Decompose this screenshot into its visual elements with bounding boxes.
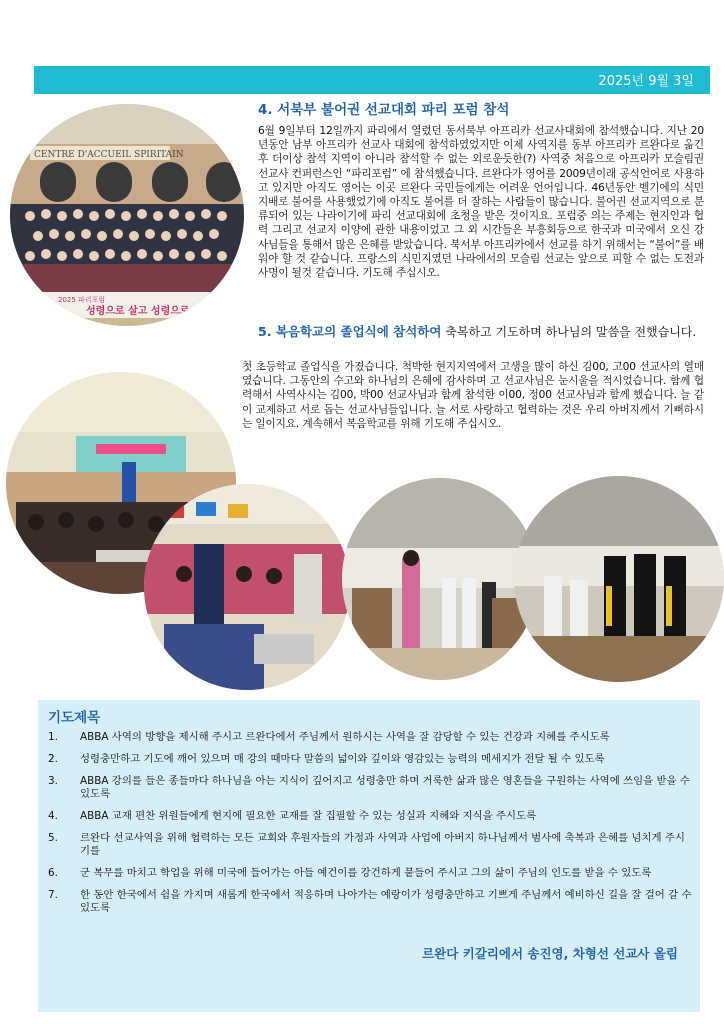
prayer-item-number: 6. — [48, 867, 58, 879]
prayer-item-number: 4. — [48, 810, 58, 822]
prayer-item — [48, 889, 692, 915]
prayer-item — [48, 731, 692, 744]
prayer-item-text: ABBA 사역의 방향을 제시해 주시고 르완다에서 주님께서 원하시는 사역을 잘 감당할 수 있는 건강과 지혜를 주시도록 — [80, 731, 610, 743]
section5-heading — [258, 322, 696, 340]
prayer-title: 기도제목 — [48, 710, 101, 726]
section5-title: 5. 복음학교의 졸업식에 참석하여 — [258, 324, 442, 339]
prayer-item-number: 2. — [48, 753, 58, 765]
prayer-item-text: 르완다 선교사역을 위해 협력하는 모든 교회와 후원자들의 가정과 사역과 사업에 아버지 하나님께서 범사에 축복과 은혜를 넘치게 주시기를 — [80, 832, 685, 857]
prayer-item — [48, 775, 692, 801]
photo-graduates-hall — [342, 478, 538, 680]
prayer-item-text: 한 동안 한국에서 쉼을 가지며 새롭게 한국에서 적응하며 나아가는 예랑이가 성령충만하고 기쁘게 주님께서 예비하신 길을 잘 걸어 갈 수 있도록 — [80, 889, 692, 914]
photo-graduates-caps — [514, 476, 724, 682]
prayer-box — [38, 700, 700, 1012]
prayer-item — [48, 867, 692, 880]
prayer-item — [48, 810, 692, 823]
banner-text: CENTRE D'ACCUEIL SPIRITAIN — [34, 150, 184, 160]
prayer-item — [48, 832, 692, 858]
prayer-item-number: 1. — [48, 731, 58, 743]
prayer-item-text: ABBA 교재 편찬 위원들에게 현지에 필요한 교재를 잘 집필할 수 있는 성실과 지혜와 지식을 주시도록 — [80, 810, 537, 822]
prayer-item-number: 3. — [48, 775, 58, 787]
signature: 르완다 키갈리에서 송진영, 차형선 선교사 올림 — [422, 946, 678, 961]
header-bar — [34, 66, 710, 94]
prayer-item — [48, 753, 692, 766]
banner-small-text: 2025 파리포럼 — [58, 296, 106, 304]
section4-body: 6월 9일부터 12일까지 파리에서 열렸던 동서북부 아프리카 선교사대회에 참석했습니다. 지난 20년동안 남부 아프리카 선교사 대회에 참석하였었지만 이제 사역지를 동부 아프리카 르완다로 옮긴 후 더이상 참석 지역이 아니라 참석할 수 없는 외로운듯한(?) 사역중 처음으로 아프리카 모슬림권 선교사 컨퍼런스인 “파리포럼” 에 참석했습니다. 르완다가 영어를 2009년이래 공식언어로 사용하고 있지만 아직도 영어는 이곳 르완다 국민들에게는 어려운 언어입니다. 46년동안 벨기에의 식민지배로 불어를 사용했었기에 아직도 불어를 더 잘하는 사람들이 많습니다. 불어권 선교지역으로 분류되어 있는 나라이기에 파리 선교대회에 초청을 받은 것이지요. 포럼중 의는 주제는 현지인과 협력 그리고 선교지 이양에 관한 내용이었고 그 외 시간들은 부흥회등으로 한국과 미국에서 오신 강사님들을 통해서 많은 은혜를 받았습니다. 북서부 아프리카에서 선교를 하기 위해서는 “불어”를 배워야 할 것 같습니다. 프랑스의 식민지였던 나라에서의 모슬림 선교는 앞으로 피할 수 없는 도전과 사명이 될것 같습니다. 기도해 주십시오. — [258, 125, 704, 280]
section5-body: 첫 초등학교 졸업식을 가졌습니다. 척박한 현지지역에서 고생을 많이 하신 김00, 고00 선교사의 열매였습니다. 그동안의 수고와 하나님의 은혜에 감사하며 고 선교사님은 눈시울을 적시었습니다. 함께 협력해서 사역사시는 김00, 박00 선교사님과 함께 참석한 이00, 정00 선교사님과 함께 했습니다. 늘 같이 교제하고 서로 돕는 선교사님들입니다. 늘 서로 사랑하고 협력하는 것은 우리 아버지께서 기뻐하시는 일이지요. 계속해서 복음학교를 위해 기도해 주십시오. — [242, 361, 704, 430]
section4-title: 4. 서북부 불어권 선교대회 파리 포럼 참석 — [258, 102, 510, 118]
newsletter-date: 2025년 9월 3일 — [598, 74, 694, 89]
photo-graduation-speaker — [144, 484, 350, 690]
prayer-item-text: 성령충만하고 기도에 깨어 있으며 매 강의 때마다 말씀의 넓이와 깊이와 영감있는 능력의 메세지가 전달 될 수 있도록 — [80, 753, 605, 765]
prayer-item-text: 군 복무를 마치고 학업을 위해 미국에 들어가는 아들 예건이를 강건하게 붙들어 주시고 그의 삶이 주님의 인도를 받을 수 있도록 — [80, 867, 652, 879]
banner-slogan: 성령으로 살고 성령으로 행하라 — [86, 306, 223, 317]
prayer-list — [48, 722, 692, 915]
photo-paris-forum-group — [10, 104, 244, 326]
section5-title-rest: 축복하고 기도하며 하나님의 말씀을 전했습니다. — [441, 325, 697, 339]
prayer-item-number: 5. — [48, 832, 58, 844]
prayer-item-text: ABBA 강의를 들은 종들마다 하나님을 아는 지식이 깊어지고 성령충만 하며 거룩한 삶과 많은 영혼들을 구원하는 사역에 쓰임을 받을 수 있도록 — [80, 775, 690, 800]
prayer-item-number: 7. — [48, 889, 58, 901]
